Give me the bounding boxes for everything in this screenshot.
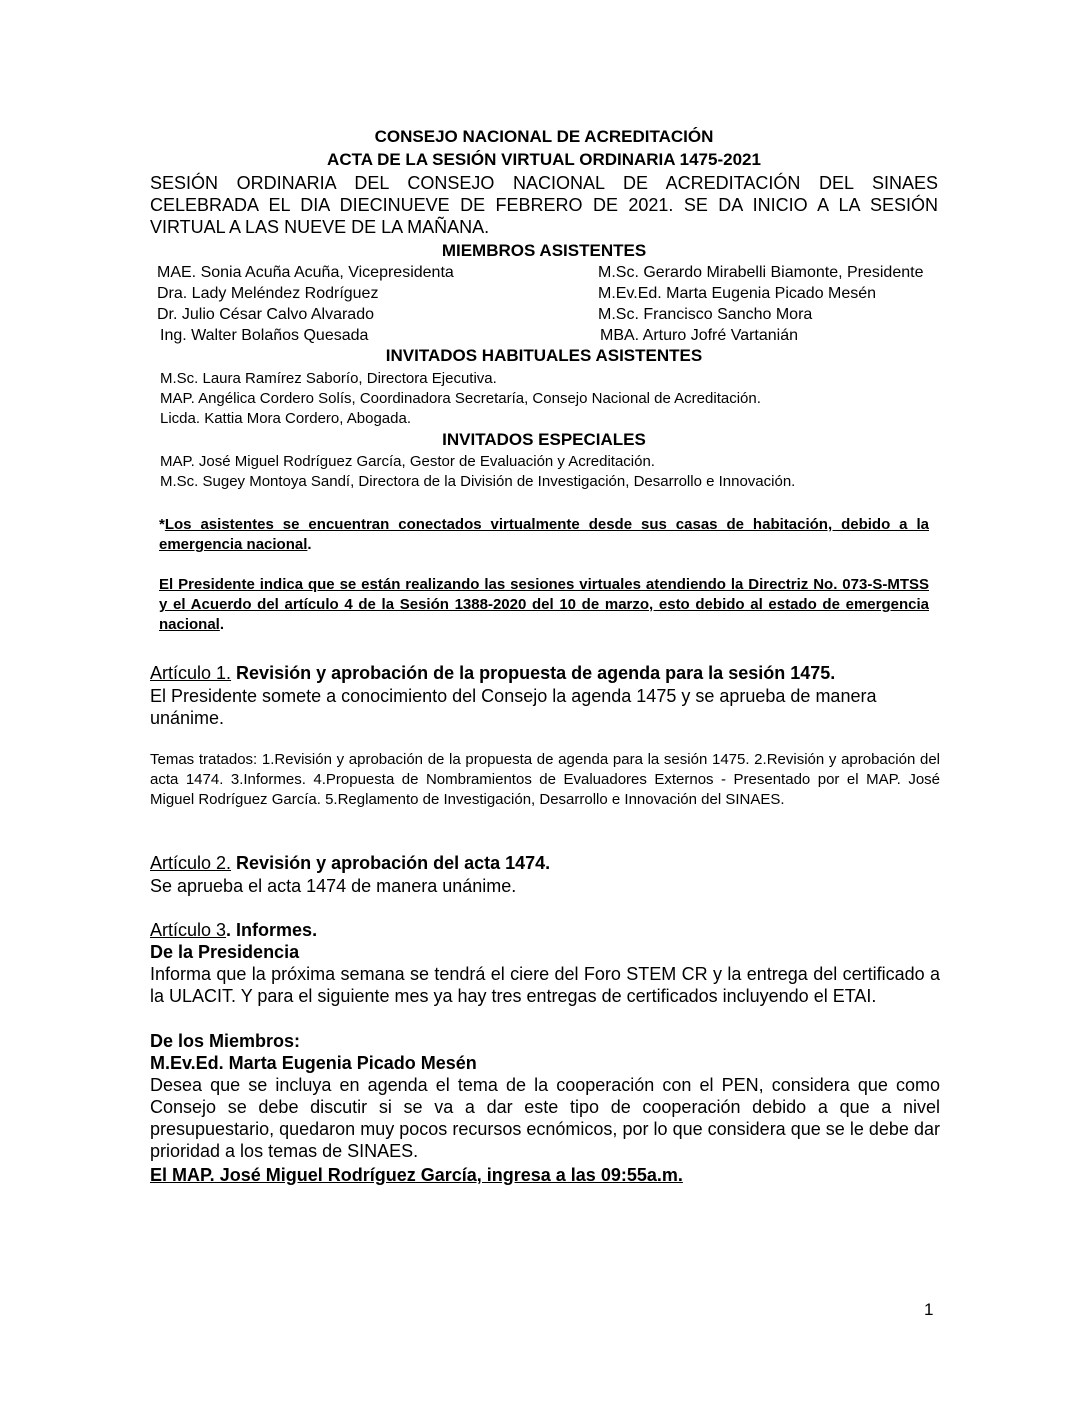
guest-1: M.Sc. Laura Ramírez Saborío, Directora Ejecutiva. [160, 370, 497, 387]
note-asterisk: * [159, 516, 165, 533]
presidency-body: Informa que la próxima semana se tendrá el ciere del Foro STEM CR y la entrega del certificado a la ULACIT. Y para el siguiente mes ya hay tres entregas de certificados incluyendo el ETAI. [150, 964, 940, 1006]
article-1-body: El Presidente somete a conocimiento del Consejo la agenda 1475 y se aprueba de manera unánime. [150, 686, 877, 728]
entry-note: El MAP. José Miguel Rodríguez García, ingresa a las 09:55a.m. [150, 1165, 683, 1185]
guests-heading: INVITADOS HABITUALES ASISTENTES [385, 346, 703, 365]
header-title: CONSEJO NACIONAL DE ACREDITACIÓN [374, 127, 714, 146]
intro-paragraph: SESIÓN ORDINARIA DEL CONSEJO NACIONAL DE ACREDITACIÓN DEL SINAES CELEBRADA EL DIA DIECINUEVE DE FEBRERO DE 2021. SE DA INICIO A LA SESIÓN VIRTUAL A LAS NUEVE DE LA MAÑANA. [150, 173, 938, 237]
member-report-body: Desea que se incluya en agenda el tema de la cooperación con el PEN, considera que como Consejo se debe discutir si se va a dar este tipo de cooperación debido a que a nivel presupuestario, quedaron muy pocos recursos ecnómicos, por lo que considera que se le debe dar prioridad a los temas de SINAES. [150, 1075, 940, 1161]
directive-note-text: El Presidente indica que se están realizando las sesiones virtuales atendiendo la Directriz No. 073-S-MTSS y el Acuerdo del artículo 4 de la Sesión 1388-2020 del 10 de marzo, esto debido al estado de emergencia nacional [159, 576, 929, 633]
directive-note-period: . [219, 616, 225, 633]
article-3-title: . Informes. [226, 920, 318, 940]
member-left-1: MAE. Sonia Acuña Acuña, Vicepresidenta [157, 264, 454, 281]
member-right-1: M.Sc. Gerardo Mirabelli Biamonte, Presidente [598, 264, 924, 281]
guest-3: Licda. Kattia Mora Cordero, Abogada. [160, 410, 411, 427]
article-2-title: Revisión y aprobación del acta 1474. [231, 853, 551, 873]
members-reports-heading: De los Miembros: [150, 1031, 301, 1051]
topics-paragraph: Temas tratados: 1.Revisión y aprobación de la propuesta de agenda para la sesión 1475. 2.Revisión y aprobación del acta 1474. 3.Informes. 4.Propuesta de Nombramientos de Evaluadores Externos - Presentado por el MAP. José Miguel Rodríguez García. 5.Reglamento de Investigación, Desarrollo e Innovación del SINAES. [150, 751, 940, 808]
member-report-name: M.Ev.Ed. Marta Eugenia Picado Mesén [150, 1053, 477, 1073]
guest-2: MAP. Angélica Cordero Solís, Coordinadora Secretaría, Consejo Nacional de Acreditación. [160, 390, 761, 407]
article-1-title: Revisión y aprobación de la propuesta de agenda para la sesión 1475. [231, 663, 836, 683]
article-2-heading [150, 852, 940, 874]
member-left-4: Ing. Walter Bolaños Quesada [160, 327, 369, 344]
member-right-2: M.Ev.Ed. Marta Eugenia Picado Mesén [598, 285, 877, 302]
members-heading: MIEMBROS ASISTENTES [441, 241, 647, 260]
member-left-3: Dr. Julio César Calvo Alvarado [157, 306, 374, 323]
virtual-attendance-note [159, 515, 929, 555]
article-1-label: Artículo 1. [150, 663, 232, 683]
member-right-3: M.Sc. Francisco Sancho Mora [598, 306, 813, 323]
page-number: 1 [924, 1300, 934, 1319]
note-text: Los asistentes se encuentran conectados virtualmente desde sus casas de habitación, debido a la emergencia nacional [159, 516, 929, 553]
article-2-body: Se aprueba el acta 1474 de manera unánime. [150, 876, 517, 896]
directive-note [159, 575, 929, 635]
article-1-heading [150, 662, 940, 684]
article-2-label: Artículo 2. [150, 853, 232, 873]
special-guest-2: M.Sc. Sugey Montoya Sandí, Directora de la División de Investigación, Desarrollo e Innovación. [160, 473, 796, 490]
article-3-heading [150, 919, 940, 941]
header-subtitle: ACTA DE LA SESIÓN VIRTUAL ORDINARIA 1475-2021 [327, 150, 761, 169]
special-guest-1: MAP. José Miguel Rodríguez García, Gestor de Evaluación y Acreditación. [160, 453, 655, 470]
member-left-2: Dra. Lady Meléndez Rodríguez [157, 285, 379, 302]
presidency-heading: De la Presidencia [150, 942, 300, 962]
member-right-4: MBA. Arturo Jofré Vartanián [600, 327, 799, 344]
article-3-label: Artículo 3 [150, 920, 227, 940]
special-guests-heading: INVITADOS ESPECIALES [442, 430, 646, 449]
note-period: . [307, 536, 312, 553]
